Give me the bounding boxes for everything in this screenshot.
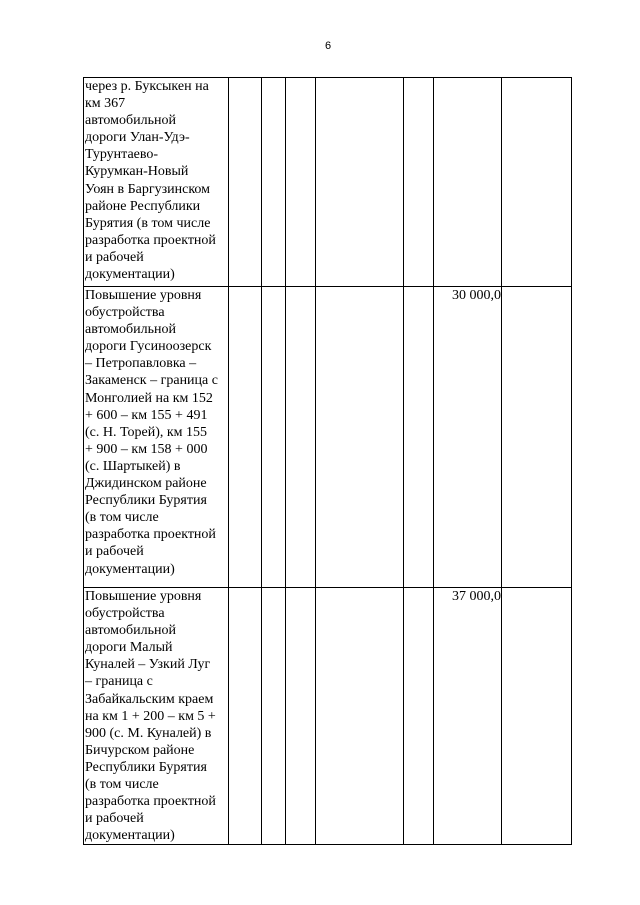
object-name-cell: Повышение уровня обустройства автомобильной дороги Гусиноозерск – Петропавловка – Закаменск – граница с Монголией на км 152 + 600 – км 155 + 491 (с. Н. Торей), км 155 + 900 – км 158 + 000 (с. Шартыкей) в Джидинском районе Республики Бурятия (в том числе разработка проектной и рабочей документации) xyxy=(84,287,229,588)
empty-cell xyxy=(286,78,316,287)
empty-cell xyxy=(229,588,262,845)
empty-cell xyxy=(316,287,404,588)
object-name-cell: Повышение уровня обустройства автомобильной дороги Малый Куналей – Узкий Луг – граница с Забайкальским краем на км 1 + 200 – км 5 + 900 (с. М. Куналей) в Бичурском районе Республики Бурятия (в том числе разработка проектной и рабочей документации) xyxy=(84,588,229,845)
amount-cell: 37 000,0 xyxy=(434,588,502,845)
object-name-cell: через р. Буксыкен на км 367 автомобильной дороги Улан-Удэ- Турунтаево- Курумкан-Новый Уоян в Баргузинском районе Республики Бурятия (в том числе разработка проектной и рабочей документации) xyxy=(84,78,229,287)
empty-cell xyxy=(229,287,262,588)
table-row xyxy=(84,287,572,588)
empty-cell xyxy=(502,78,572,287)
data-table xyxy=(83,77,572,845)
table-row xyxy=(84,78,572,287)
empty-cell xyxy=(286,287,316,588)
amount-cell xyxy=(434,78,502,287)
empty-cell xyxy=(229,78,262,287)
amount-cell: 30 000,0 xyxy=(434,287,502,588)
empty-cell xyxy=(502,588,572,845)
empty-cell xyxy=(286,588,316,845)
empty-cell xyxy=(404,287,434,588)
empty-cell xyxy=(262,588,286,845)
empty-cell xyxy=(262,78,286,287)
empty-cell xyxy=(262,287,286,588)
empty-cell xyxy=(502,287,572,588)
empty-cell xyxy=(316,78,404,287)
page-number: 6 xyxy=(324,40,332,52)
table-row xyxy=(84,588,572,845)
empty-cell xyxy=(404,588,434,845)
empty-cell xyxy=(404,78,434,287)
empty-cell xyxy=(316,588,404,845)
